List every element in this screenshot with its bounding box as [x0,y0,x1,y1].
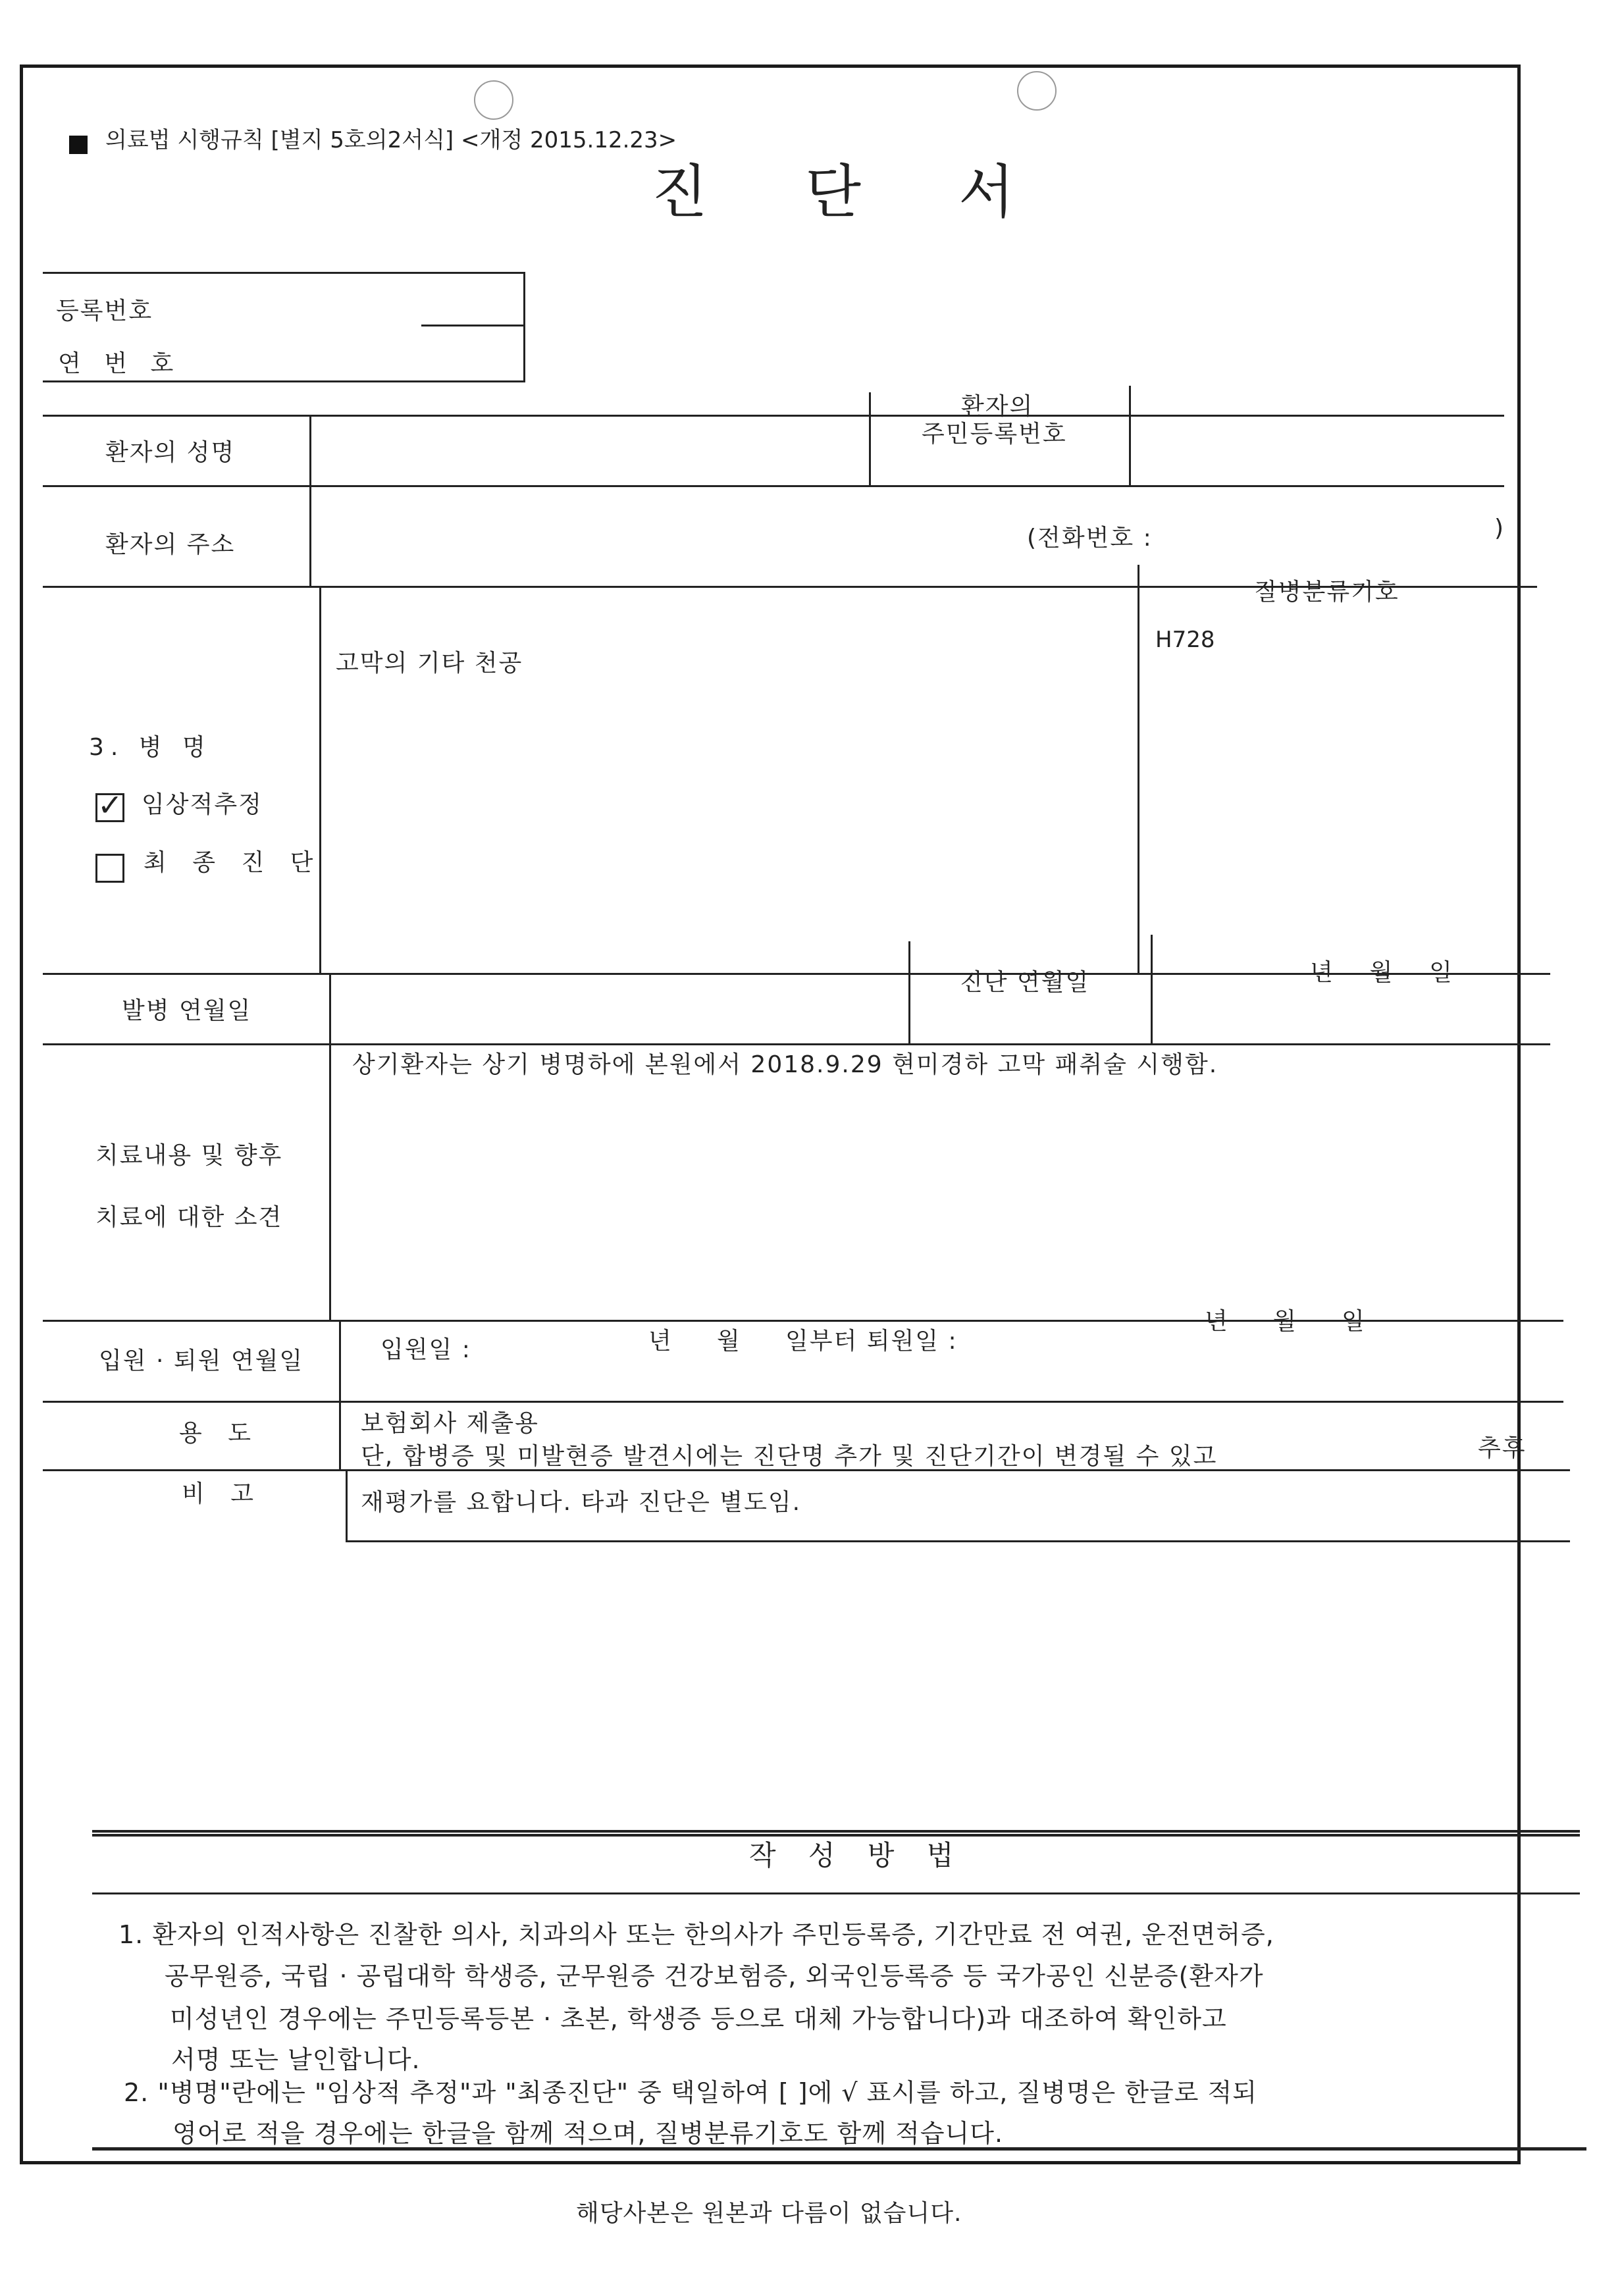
row-line-1 [43,415,1504,417]
final-diagnosis-checkbox[interactable] [95,854,124,883]
serial-number-label: 연 번 호 [58,350,182,377]
patient-rrn-label-2: 주민등록번호 [922,421,1067,448]
punch-hole-left [474,80,513,120]
phone-label: (전화번호 : [1027,525,1153,552]
reg-box-right [523,272,525,382]
reg-box-bottom [43,380,525,382]
copy-certification-note: 해당사본은 원본과 다름이 없습니다. [576,2200,962,2227]
phone-close-paren: ) [1494,515,1504,542]
instruction-line-4: 서명 또는 날인합니다. [171,2045,421,2074]
treatment-text: 상기환자는 상기 병명하에 본원에서 2018.9.29 현미경하 고막 패취술 시행함. [352,1051,1218,1078]
diagnosis-date-label: 진단 연월일 [960,969,1090,996]
rrn-column-left [869,392,871,486]
patient-name-label: 환자의 성명 [105,439,236,466]
label-column-divider-5 [346,1469,348,1542]
punch-hole-right [1017,71,1057,111]
instructions-heading-rule [92,1892,1580,1894]
reg-box-top [43,272,525,274]
row-line-2 [43,485,1504,487]
treatment-label-2: 치료에 대한 소견 [95,1204,283,1231]
onset-date-label: 발병 연월일 [122,997,252,1024]
instruction-line-3: 미성년인 경우에는 주민등록등본 · 초본, 학생증 등으로 대체 가능합니다)과 대조하여 확인하고 [170,2004,1227,2033]
code-column-divider [1138,565,1139,973]
instruction-line-2: 공무원증, 국립 · 공립대학 학생증, 군무원증 건강보험증, 외국인등록증 등 국가공인 신분증(환자가 [165,1962,1264,1991]
admission-date-prefix: 입원일 : [380,1336,471,1363]
check-mark-icon: ✓ [97,787,123,823]
form-reference: 의료법 시행규칙 [별지 5호의2서식] <개정 2015.12.23> [105,127,677,153]
diag-date-left [908,941,910,1043]
disease-name: 고막의 기타 천공 [336,650,523,677]
instructions-top-rule [92,1830,1580,1837]
remarks-line-1-tail: 추후 [1478,1435,1527,1462]
row-line-5 [43,1043,1550,1045]
label-column-divider-4 [339,1320,341,1471]
registration-number-label: 등록번호 [56,298,153,325]
diagnosis-section-label: 3. 병 명 [89,734,212,761]
patient-address-label: 환자의 주소 [105,531,236,558]
treatment-label-1: 치료내용 및 향후 [95,1142,283,1169]
admission-label: 입원 · 퇴원 연월일 [99,1347,304,1374]
patient-rrn-label-1: 환자의 [961,393,1034,420]
disease-code-label: 질병분류기호 [1254,579,1400,606]
final-diagnosis-label: 최 종 진 단 [144,849,323,876]
row-line-7 [43,1401,1563,1403]
instruction-line-1: 1. 환자의 인적사항은 진찰한 의사, 치과의사 또는 한의사가 주민등록증, 기간만료 전 여권, 운전면허증, [118,1920,1274,1949]
instruction-line-6: 영어로 적을 경우에는 한글을 함께 적으며, 질병분류기호도 함께 적습니다. [172,2119,1004,2148]
rrn-column-right [1129,386,1131,486]
clinical-estimate-label: 임상적추정 [142,791,263,818]
remarks-line-2: 재평가를 요합니다. 타과 진단은 별도임. [361,1489,802,1516]
label-column-divider-3 [329,973,331,1320]
page-title: 진 단 서 [652,158,1054,226]
instructions-heading: 작 성 방 법 [749,1839,966,1871]
instructions-bottom-rule [92,2147,1586,2151]
row-line-9 [346,1540,1570,1542]
diagnosis-date-value: 년 월 일 [1310,959,1453,986]
admission-period: 년 월 일부터 퇴원일 : [648,1328,958,1355]
instruction-line-5: 2. "병명"란에는 "임상적 추정"과 "최종진단" 중 택일하여 [ ]에 √ 표시를 하고, 질병명은 한글로 적되 [124,2078,1257,2107]
reg-box-mid [421,325,525,326]
label-column-divider [309,415,311,586]
remarks-label: 비 고 [182,1480,263,1507]
disease-code-value: H728 [1155,627,1215,653]
remarks-line-1: 단, 합병증 및 미발현증 발견시에는 진단명 추가 및 진단기간이 변경될 수 있고 [361,1443,1218,1470]
bullet-square-icon [69,136,88,154]
label-column-divider-2 [319,586,321,973]
purpose-value: 보험회사 제출용 [361,1410,539,1437]
purpose-label: 용 도 [179,1420,260,1447]
diag-date-right [1151,935,1153,1043]
discharge-date: 년 월 일 [1205,1308,1366,1335]
